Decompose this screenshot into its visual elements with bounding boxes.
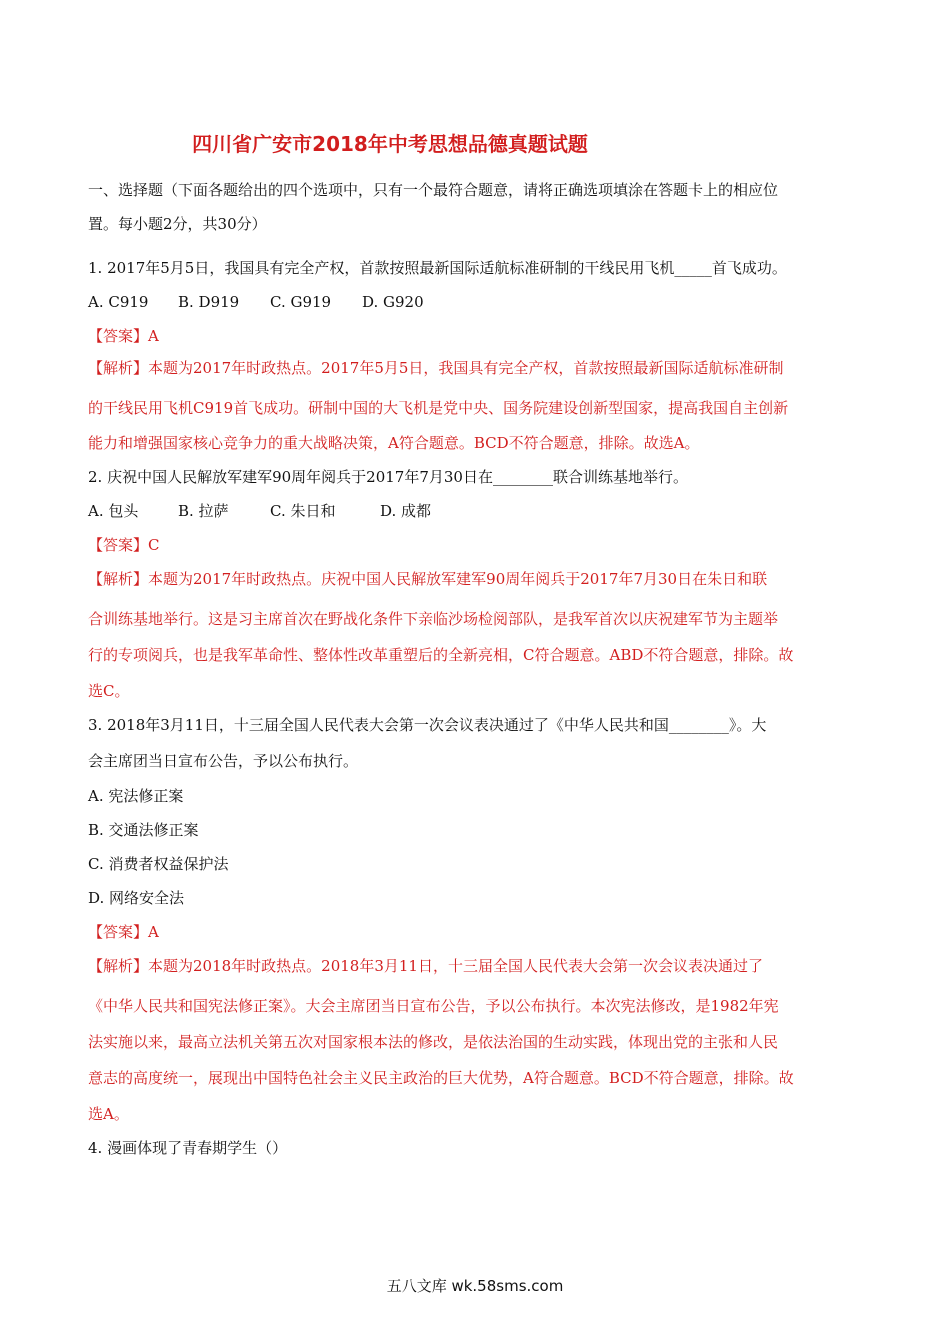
footer-watermark: 五八文库 wk.58sms.com [386,1277,564,1295]
q3-option-b: B. 交通法修正案 [88,821,199,839]
q2-analysis-line1: 【解析】本题为2017年时政热点。庆祝中国人民解放军建军90周年阅兵于2017年7月30日在朱日和联 [88,570,768,588]
q2-option-d: D. 成都 [380,502,432,520]
q2-option-c: C. 朱日和 [270,502,336,520]
q1-option-b: B. D919 [178,293,240,311]
q1-analysis-line2: 的干线民用飞机C919首飞成功。研制中国的大飞机是党中央、国务院建设创新型国家，提高我国自主创新 [88,399,789,417]
q2-analysis-line3: 行的专项阅兵，也是我军革命性、整体性改革重塑后的全新亮相，C符合题意。ABD不符合题意，排除。故 [88,646,794,664]
q3-option-a: A. 宪法修正案 [88,787,184,805]
q3-analysis-line1: 【解析】本题为2018年时政热点。2018年3月11日，十三届全国人民代表大会第一次会议表决通过了 [88,957,763,975]
q3-analysis-line2: 《中华人民共和国宪法修正案》。大会主席团当日宣布公告，予以公布执行。本次宪法修改，是1982年宪 [88,997,779,1015]
q3-answer: 【答案】A [88,923,159,941]
q1-answer: 【答案】A [88,327,159,345]
q3-analysis-line5: 选A。 [88,1105,129,1123]
q2-option-b: B. 拉萨 [178,502,229,520]
q3-stem-line1: 3. 2018年3月11日，十三届全国人民代表大会第一次会议表决通过了《中华人民共和国________》。大 [88,716,767,734]
q1-analysis-line1: 【解析】本题为2017年时政热点。2017年5月5日，我国具有完全产权，首款按照最新国际适航标准研制 [88,359,784,377]
q2-answer: 【答案】C [88,536,160,554]
section-heading-line1: 一、选择题（下面各题给出的四个选项中，只有一个最符合题意，请将正确选项填涂在答题卡上的相应位 [88,181,779,199]
q1-analysis-line3: 能力和增强国家核心竞争力的重大战略决策，A符合题意。BCD不符合题意，排除。故选A。 [88,434,700,452]
q1-option-c: C. G919 [270,293,332,311]
q1-options [88,292,868,312]
q1-stem: 1. 2017年5月5日，我国具有完全产权，首款按照最新国际适航标准研制的干线民用飞机_____首飞成功。 [88,259,787,277]
q3-stem-line2: 会主席团当日宣布公告，予以公布执行。 [88,752,359,770]
q2-options [88,501,868,521]
q3-analysis-line4: 意志的高度统一，展现出中国特色社会主义民主政治的巨大优势，A符合题意。BCD不符合题意，排除。故 [88,1069,794,1087]
q4-stem: 4. 漫画体现了青春期学生（） [88,1139,288,1157]
q3-analysis-line3: 法实施以来，最高立法机关第五次对国家根本法的修改，是依法治国的生动实践，体现出党的主张和人民 [88,1033,779,1051]
section-heading-line2: 置。每小题2分，共30分） [88,215,267,233]
page-title: 四川省广安市2018年中考思想品德真题试题 [192,132,588,156]
q1-option-d: D. G920 [362,293,424,311]
q2-stem: 2. 庆祝中国人民解放军建军90周年阅兵于2017年7月30日在________联合训练基地举行。 [88,468,688,486]
q3-option-c: C. 消费者权益保护法 [88,855,229,873]
q1-option-a: A. C919 [88,293,149,311]
q3-option-d: D. 网络安全法 [88,889,185,907]
q2-option-a: A. 包头 [88,502,139,520]
q2-analysis-line4: 选C。 [88,682,130,700]
q2-analysis-line2: 合训练基地举行。这是习主席首次在野战化条件下亲临沙场检阅部队，是我军首次以庆祝建军节为主题举 [88,610,779,628]
